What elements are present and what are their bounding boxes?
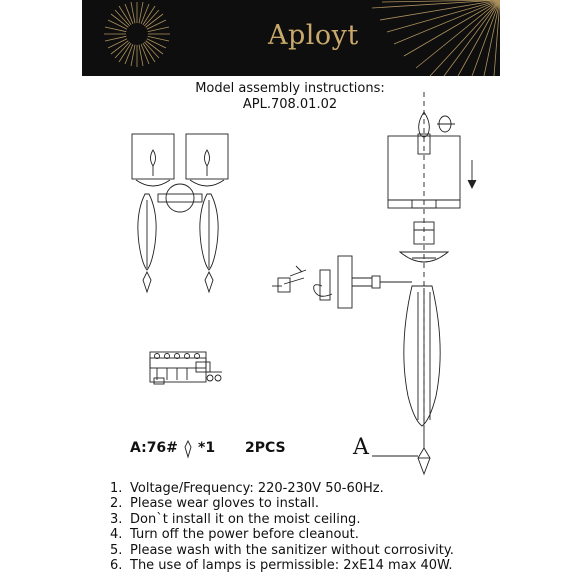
instruction-item: 3. Don`t install it on the moist ceiling. [110, 511, 361, 527]
part-quantity: *1 [198, 440, 216, 456]
instruction-item: 1. Voltage/Frequency: 220-230V 50-60Hz. [110, 481, 384, 496]
crystal-drop-icon [185, 441, 191, 457]
instruction-item: 5. Please wash with the sanitizer without corrosivity. [110, 542, 454, 558]
instruction-item: 4. Turn off the power before cleanout. [110, 527, 359, 543]
brand-name: Aployt [268, 20, 359, 51]
part-callout-label: A [353, 435, 369, 460]
instruction-list [110, 481, 454, 573]
sconce-overview-drawing [132, 134, 228, 292]
part-label: A:76# [130, 440, 178, 456]
instruction-item: 2. Please wear gloves to install. [110, 496, 320, 512]
page-title: Model assembly instructions: [195, 81, 385, 96]
terminal-block-drawing [150, 352, 222, 384]
exploded-assembly-drawing [272, 92, 476, 474]
instruction-item: 6. The use of lamps is permissible: 2xE14 max 40W. [110, 558, 453, 574]
pieces-count: 2PCS [245, 440, 286, 456]
model-number: APL.708.01.02 [242, 97, 338, 112]
